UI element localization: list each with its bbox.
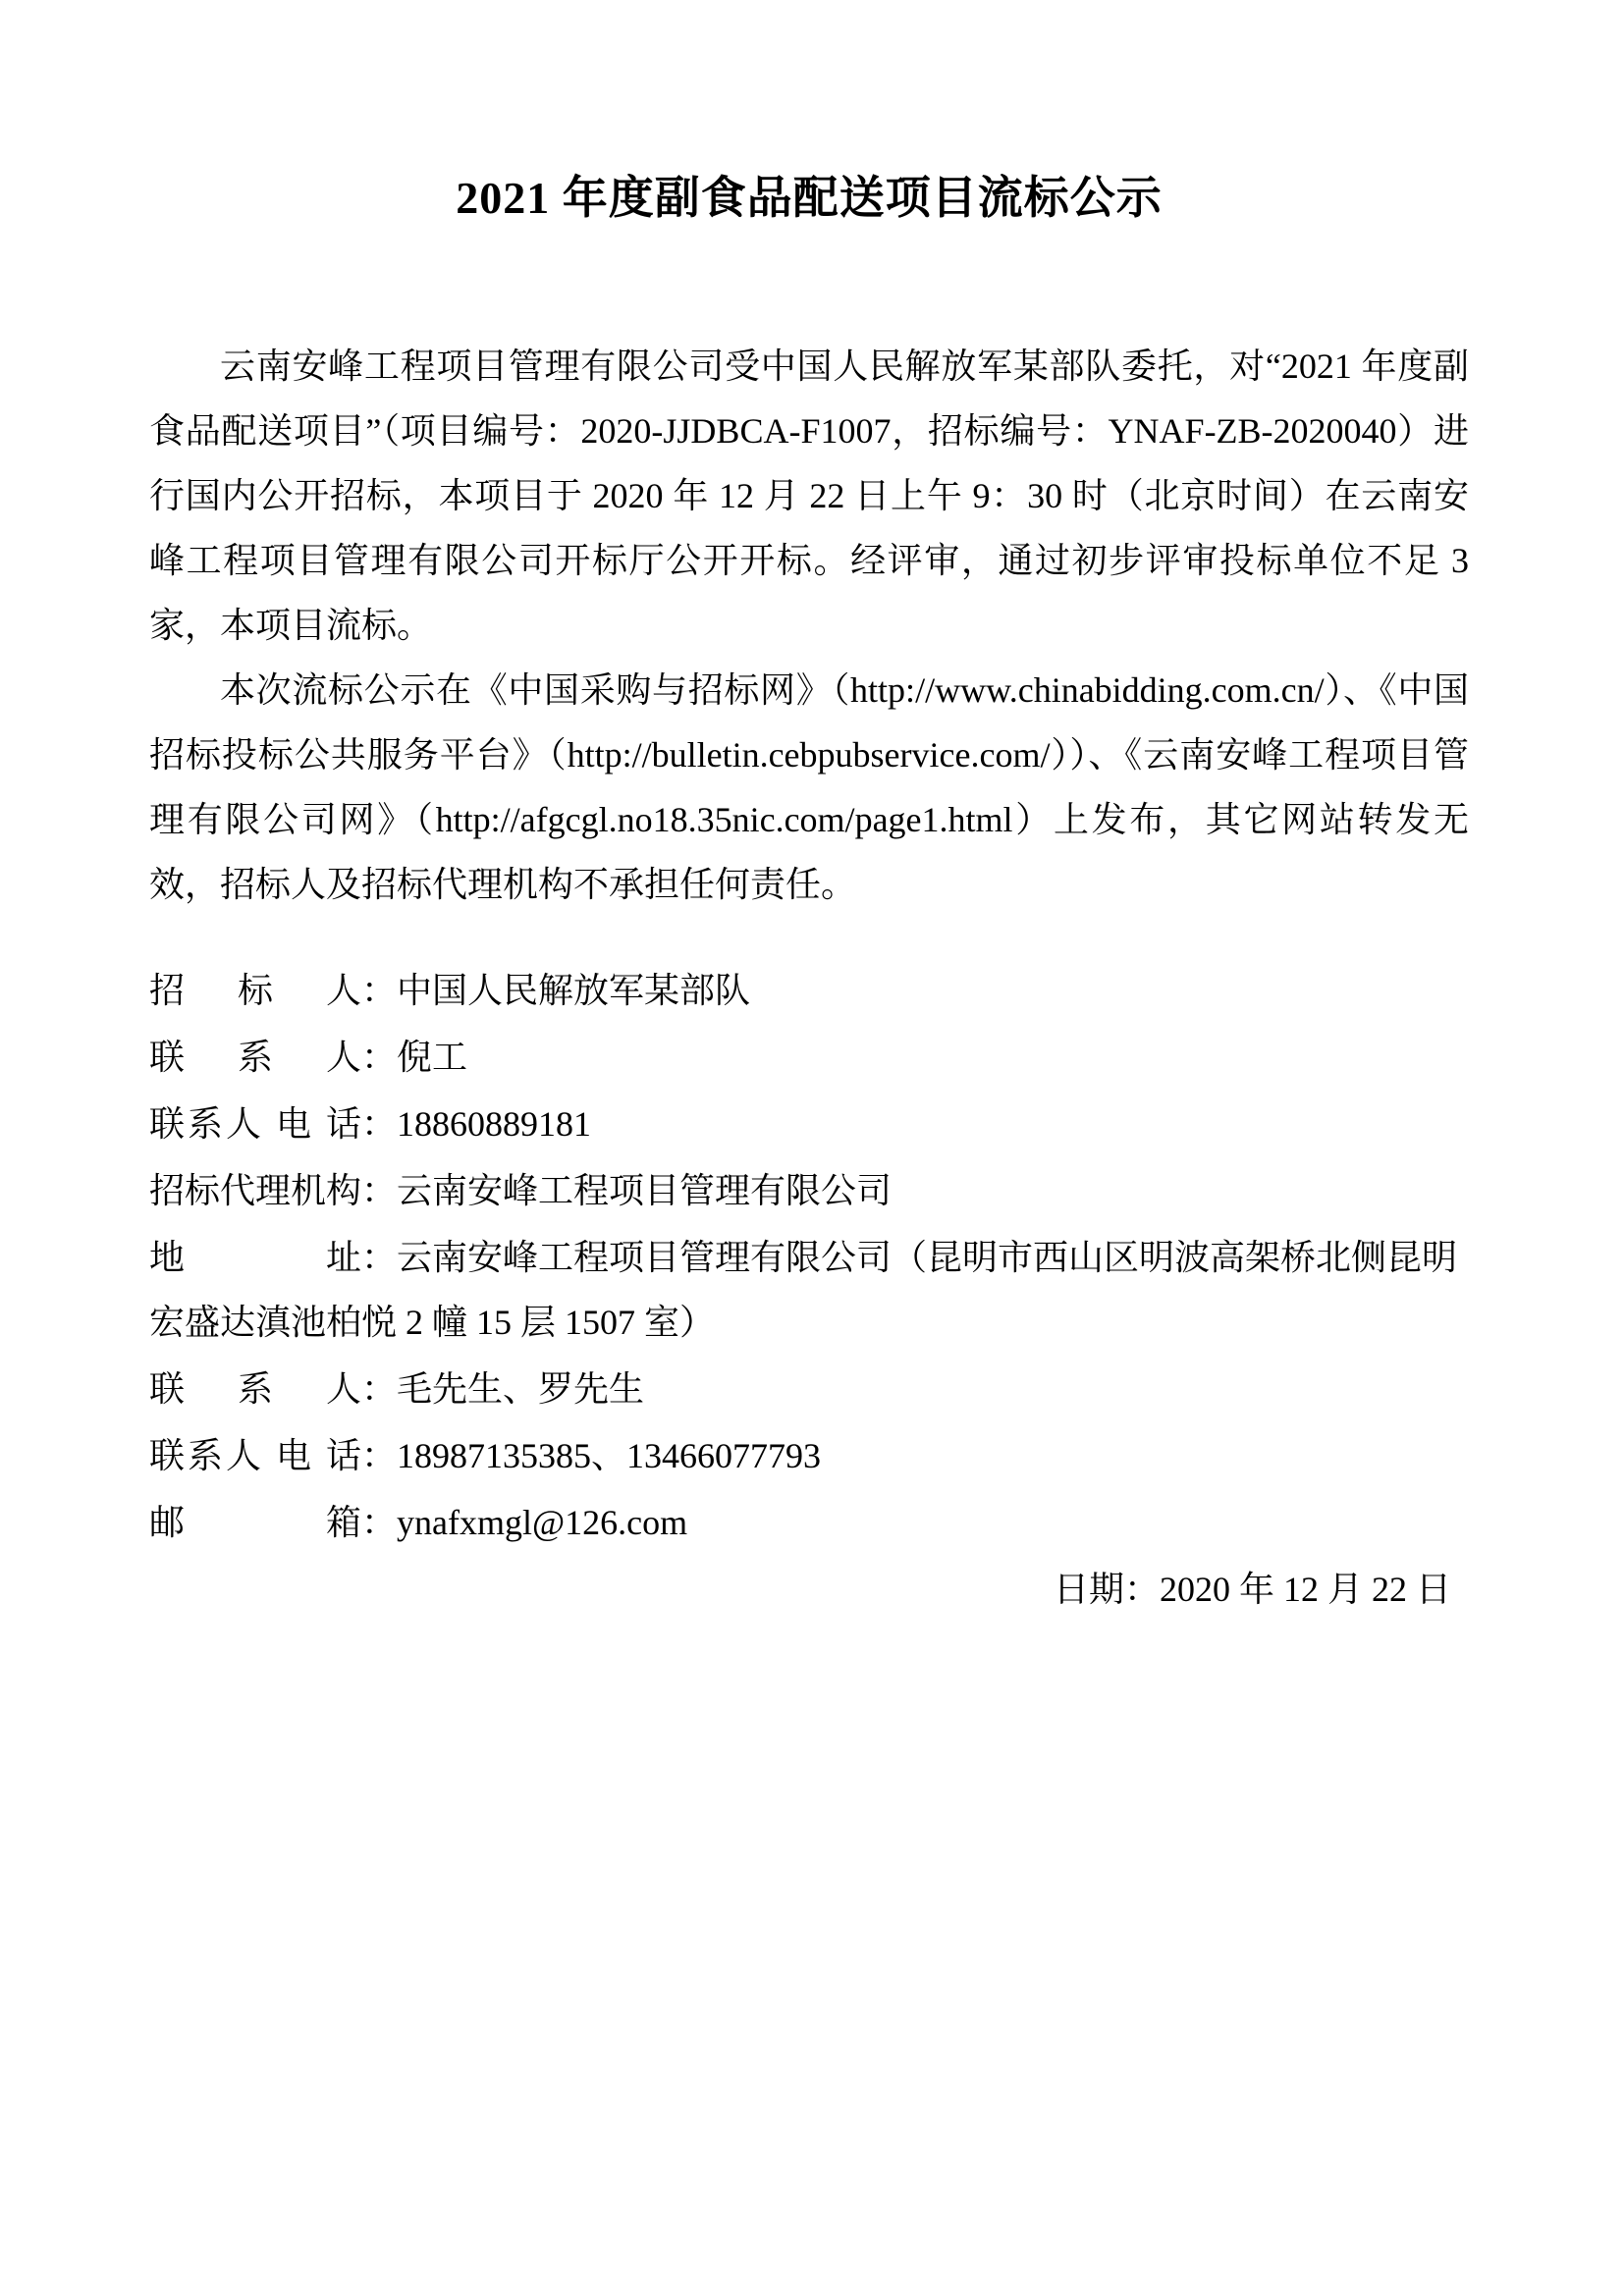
contact-value: 18987135385、13466077793 xyxy=(397,1436,822,1475)
contact-value: 云南安峰工程项目管理有限公司 xyxy=(397,1171,893,1210)
contact-colon: ： xyxy=(361,1171,398,1210)
contact-colon: ： xyxy=(361,1104,398,1144)
contact-value: 18860889181 xyxy=(397,1104,592,1144)
contact-row-phone-2 xyxy=(149,1423,1469,1488)
contact-colon: ： xyxy=(361,1238,398,1277)
contact-row-address xyxy=(149,1225,1469,1355)
contact-value: 云南安峰工程项目管理有限公司（昆明市西山区明波高架桥北侧昆明宏盛达滇池柏悦 2 幢 15 层 1507 室） xyxy=(149,1238,1458,1342)
contact-colon: ： xyxy=(361,1369,398,1409)
contact-value: 倪工 xyxy=(397,1038,468,1077)
contact-row-email xyxy=(149,1490,1469,1555)
contact-info-section xyxy=(149,958,1469,1622)
contact-label: 联系人 xyxy=(149,1369,361,1409)
contact-label: 联系人 电 话 xyxy=(149,1104,361,1144)
document-title: 2021 年度副食品配送项目流标公示 xyxy=(456,173,1163,223)
contact-value: ynafxmgl@126.com xyxy=(397,1503,688,1542)
contact-colon: ： xyxy=(361,1503,398,1542)
contact-label: 联系人 电 话 xyxy=(149,1436,361,1475)
contact-colon: ： xyxy=(361,1436,398,1475)
contact-row-tenderee xyxy=(149,958,1469,1023)
body-paragraph-2: 本次流标公示在《中国采购与招标网》（http://www.chinabidding.com.cn/）、《中国招标投标公共服务平台》（http://bulletin.cebpubservice.com/））、《云南安峰工程项目管理有限公司网》（http://afgcgl.no18.35nic.com/page1.html）上发布，其它网站转发无效，招标人及招标代理机构不承担任何责任。 xyxy=(149,670,1469,904)
contact-row-agency xyxy=(149,1158,1469,1223)
contact-row-contact-person-2 xyxy=(149,1357,1469,1421)
body-paragraph-1: 云南安峰工程项目管理有限公司受中国人民解放军某部队委托，对“2021 年度副食品配送项目”（项目编号：2020-JJDBCA-F1007，招标编号：YNAF-ZB-2020040）进行国内公开招标，本项目于 2020 年 12 月 22 日上午 9：30 时（北京时间）在云南安峰工程项目管理有限公司开标厅公开开标。经评审，通过初步评审投标单位不足 3 家，本项目流标。 xyxy=(149,347,1469,645)
contact-label: 地址 xyxy=(149,1238,361,1277)
date-line: 日期：2020 年 12 月 22 日 xyxy=(1053,1570,1451,1609)
contact-row-phone-1 xyxy=(149,1092,1469,1156)
contact-label: 招标代理机构 xyxy=(149,1171,362,1210)
contact-row-contact-person-1 xyxy=(149,1025,1469,1090)
contact-colon: ： xyxy=(361,1038,398,1077)
contact-label: 招标人 xyxy=(149,971,361,1010)
contact-colon: ： xyxy=(361,971,398,1010)
contact-value: 中国人民解放军某部队 xyxy=(397,971,751,1010)
contact-value: 毛先生、罗先生 xyxy=(397,1369,645,1409)
contact-label: 联系人 xyxy=(149,1038,361,1077)
contact-label: 邮箱 xyxy=(149,1503,361,1542)
document-body xyxy=(149,334,1469,1622)
